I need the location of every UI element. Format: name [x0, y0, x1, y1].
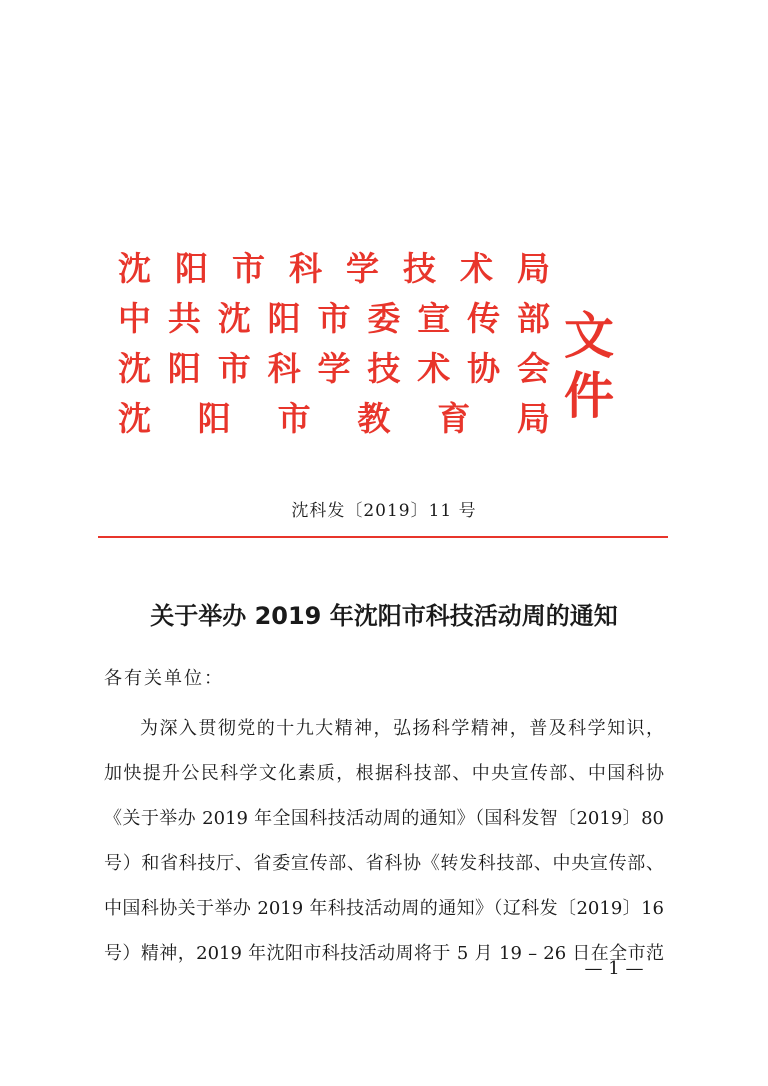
- body-line: 加快提升公民科学文化素质，根据科技部、中央宣传部、中国科协: [104, 763, 664, 784]
- org-char: 沈: [118, 249, 151, 288]
- org-char: 术: [460, 249, 493, 288]
- body-line: 号）精神，2019 年沈阳市科技活动周将于 5 月 19 – 26 日在全市范: [104, 943, 664, 964]
- org-char: 共: [167, 299, 201, 338]
- org-char: 市: [277, 399, 311, 438]
- org-char: 学: [317, 349, 351, 388]
- org-char: 宣: [417, 299, 451, 338]
- org-char: 科: [289, 249, 322, 288]
- org-char: 术: [417, 349, 451, 388]
- org-char: 部: [517, 299, 550, 338]
- document-word: 文件: [564, 307, 616, 425]
- body-line: 中国科协关于举办 2019 年科技活动周的通知》（辽科发〔2019〕16: [104, 898, 664, 919]
- org-char: 阳: [175, 249, 208, 288]
- org-char: 阳: [267, 299, 301, 338]
- org-char: 传: [467, 299, 501, 338]
- document-body: [104, 706, 664, 976]
- issuing-org-line: [118, 348, 550, 390]
- body-line: 《关于举办 2019 年全国科技活动周的通知》（国科发智〔2019〕80: [104, 808, 664, 829]
- org-char: 市: [232, 249, 265, 288]
- org-char: 育: [437, 399, 471, 438]
- salutation: 各有关单位：: [104, 668, 224, 689]
- document-title: 关于举办 2019 年沈阳市科技活动周的通知: [150, 602, 618, 630]
- org-char: 局: [517, 249, 550, 288]
- page-number: — 1 —: [584, 958, 644, 979]
- org-char: 会: [517, 349, 550, 388]
- red-divider-line: [98, 536, 668, 538]
- issuing-org-line: [118, 398, 550, 440]
- org-char: 局: [516, 399, 550, 438]
- org-char: 教: [357, 399, 391, 438]
- issuing-org-line: [118, 298, 550, 340]
- document-header: [118, 248, 658, 438]
- org-char: 科: [267, 349, 301, 388]
- org-char: 沈: [217, 299, 251, 338]
- document-number: 沈科发〔2019〕11 号: [291, 501, 477, 521]
- issuing-org-line: [118, 248, 550, 290]
- org-char: 阳: [197, 399, 231, 438]
- org-char: 市: [217, 349, 251, 388]
- org-char: 沈: [118, 399, 151, 438]
- org-char: 委: [367, 299, 401, 338]
- body-line: 号）和省科技厅、省委宣传部、省科协《转发科技部、中央宣传部、: [104, 853, 664, 874]
- org-char: 协: [467, 349, 501, 388]
- org-char: 中: [118, 299, 151, 338]
- org-char: 技: [403, 249, 436, 288]
- org-char: 学: [346, 249, 379, 288]
- org-char: 沈: [118, 349, 151, 388]
- org-char: 市: [317, 299, 351, 338]
- org-char: 技: [367, 349, 401, 388]
- body-line: 为深入贯彻党的十九大精神，弘扬科学精神，普及科学知识，: [140, 718, 664, 739]
- org-char: 阳: [167, 349, 201, 388]
